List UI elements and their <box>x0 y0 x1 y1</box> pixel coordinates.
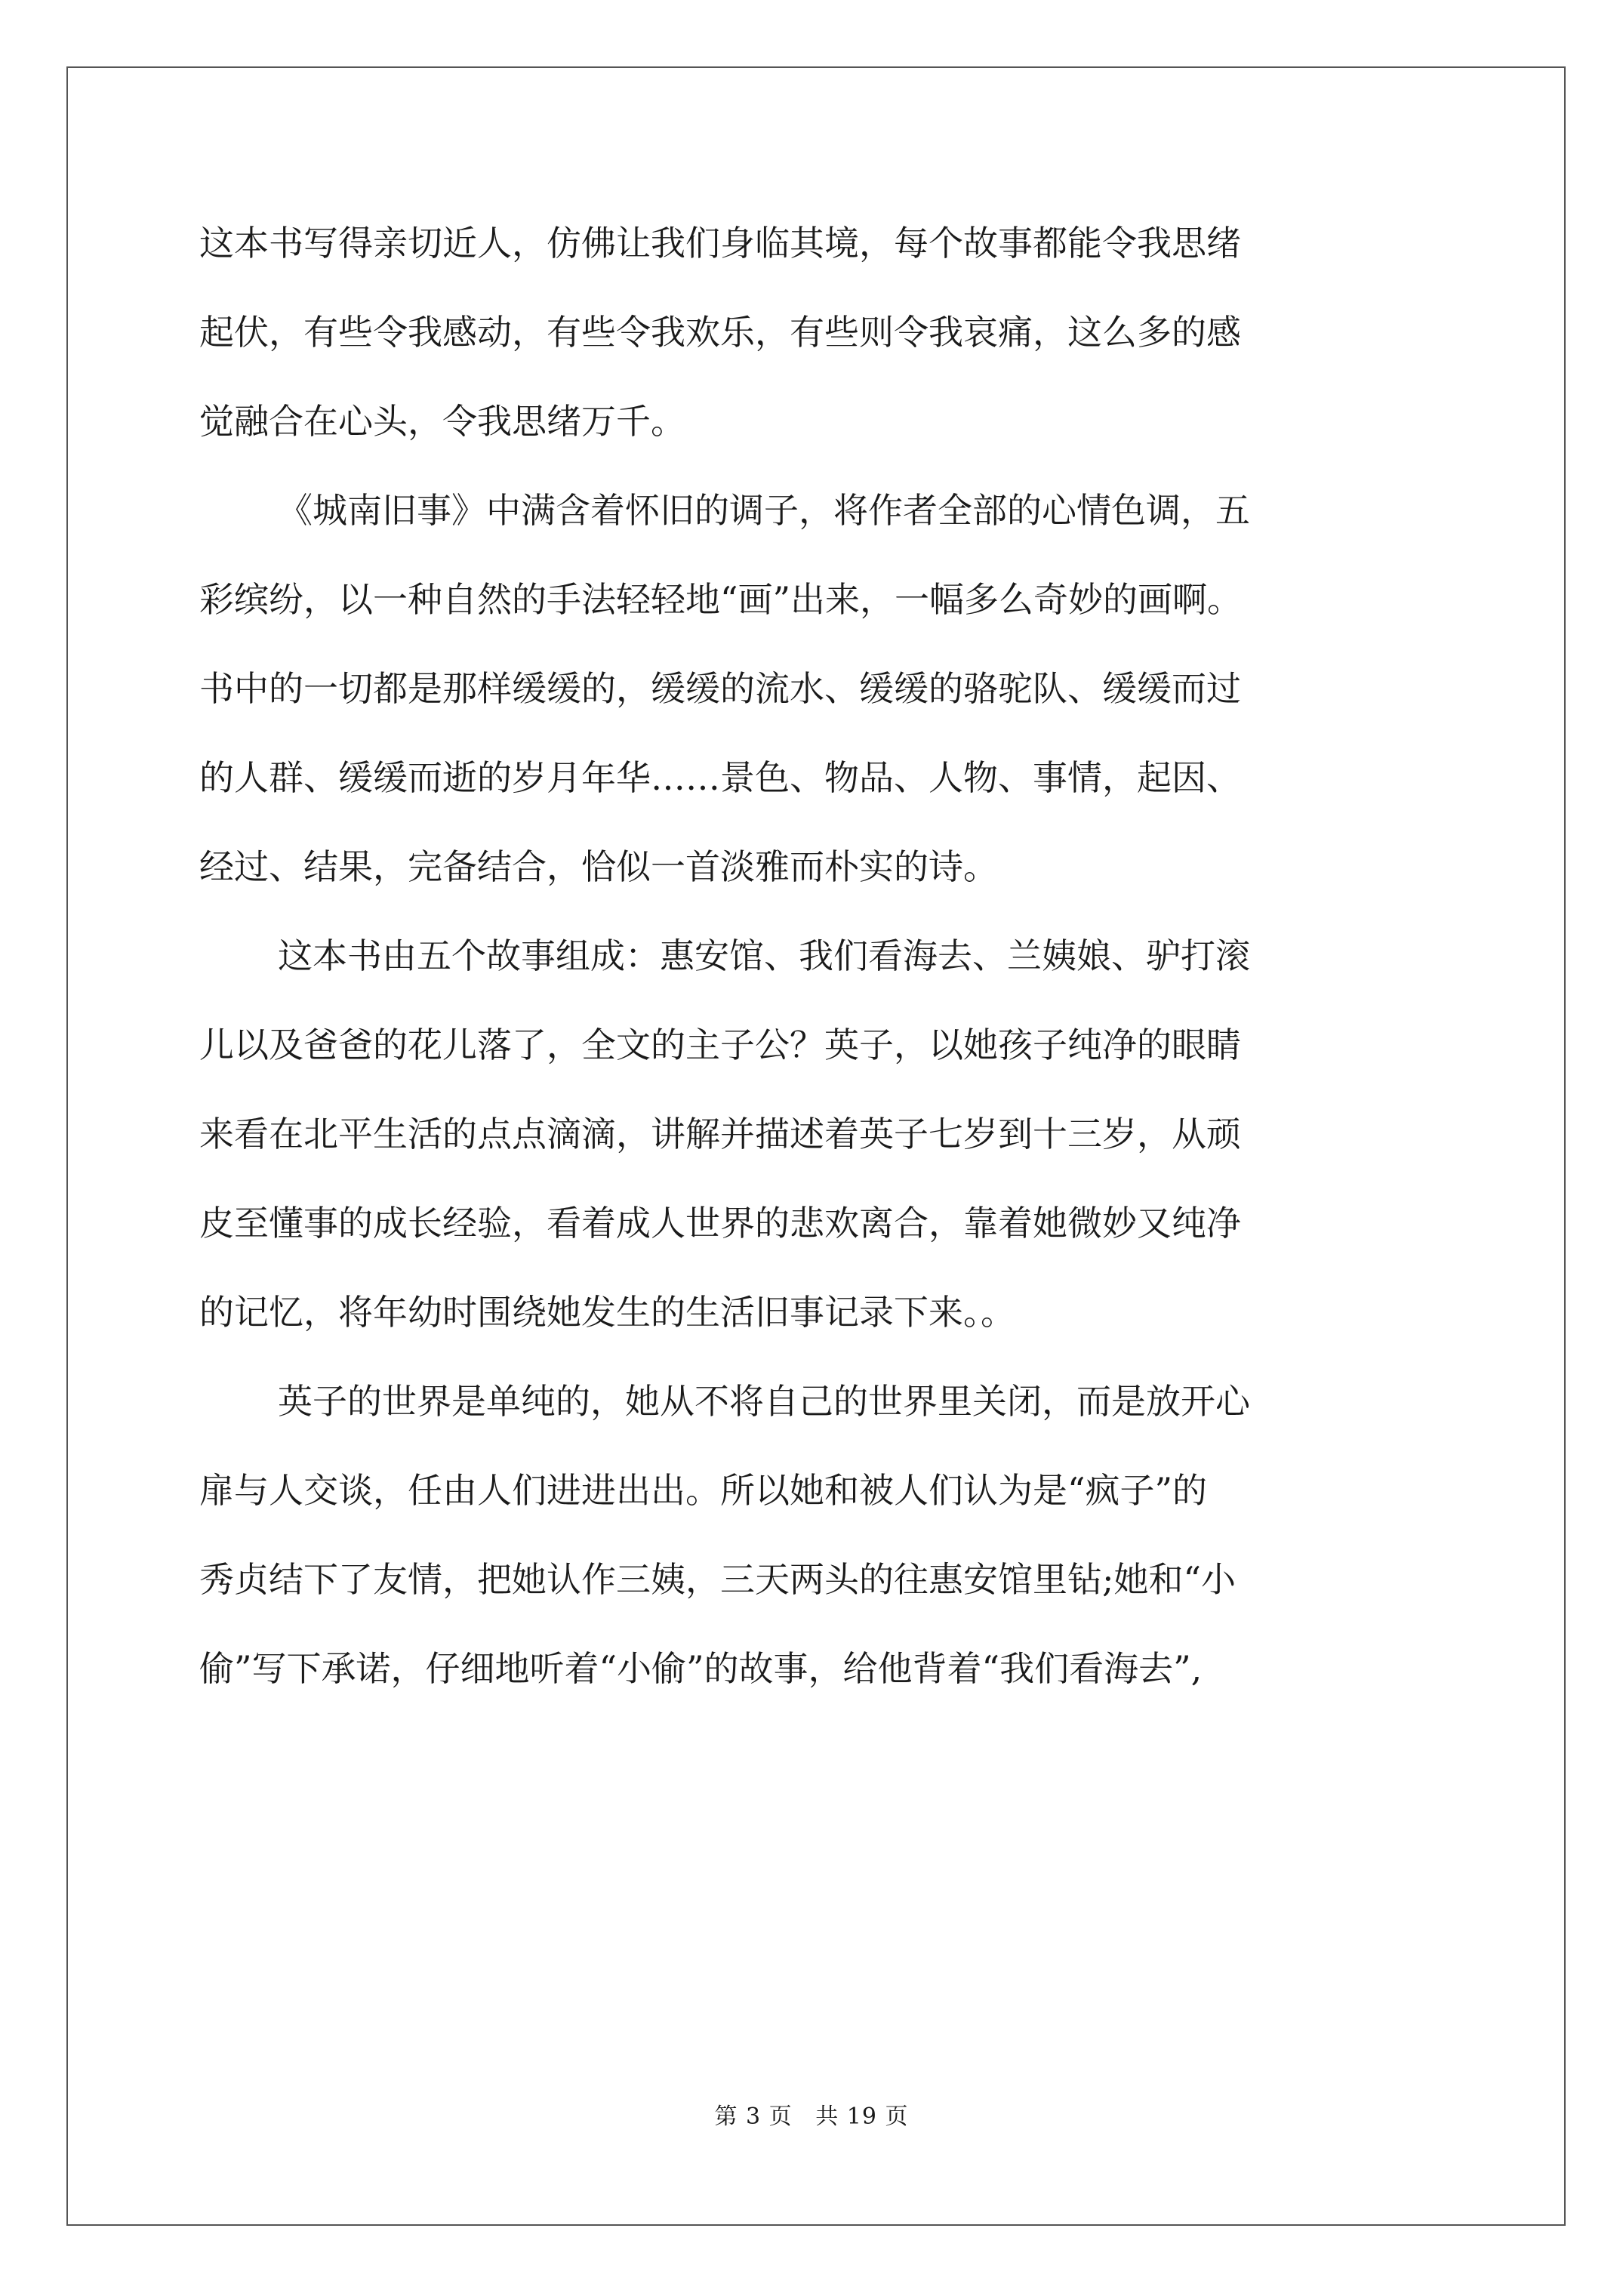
paragraph-first-line: 这本书由五个故事组成：惠安馆、我们看海去、兰姨娘、驴打滚 <box>278 935 1250 976</box>
text-line: 偷”写下承诺，仔细地听着“小偷”的故事，给他背着“我们看海去”, <box>199 1648 1203 1689</box>
text-line: 的人群、缓缓而逝的岁月年华……景色、物品、人物、事情，起因、 <box>199 757 1241 798</box>
text-line: 扉与人交谈，任由人们进进出出。所以她和被人们认为是“疯子”的 <box>199 1470 1208 1511</box>
text-line: 彩缤纷，以一种自然的手法轻轻地“画”出来，一幅多么奇妙的画啊。 <box>199 579 1243 620</box>
text-line: 觉融合在心头，令我思绪万千。 <box>199 401 685 442</box>
text-line: 儿以及爸爸的花儿落了，全文的主子公？英子，以她孩子纯净的眼睛 <box>199 1025 1241 1065</box>
page-number: 第 3 页 <box>714 2103 793 2130</box>
text-line: 秀贞结下了友情，把她认作三姨，三天两头的往惠安馆里钻;她和“小 <box>199 1559 1236 1600</box>
text-line: 的记忆，将年幼时围绕她发生的生活旧事记录下来。。 <box>199 1292 1015 1333</box>
text-line: 经过、结果，完备结合，恰似一首淡雅而朴实的诗。 <box>199 846 998 887</box>
text-line: 皮至懂事的成长经验，看着成人世界的悲欢离合，靠着她微妙又纯净 <box>199 1203 1241 1244</box>
text-line: 来看在北平生活的点点滴滴，讲解并描述着英子七岁到十三岁，从顽 <box>199 1114 1241 1154</box>
page-footer <box>0 2097 1623 2131</box>
text-line: 起伏，有些令我感动，有些令我欢乐，有些则令我哀痛，这么多的感 <box>199 312 1241 353</box>
text-line: 书中的一切都是那样缓缓的，缓缓的流水、缓缓的骆驼队、缓缓而过 <box>199 668 1241 709</box>
page-total: 共 19 页 <box>815 2103 909 2130</box>
paragraph-first-line: 英子的世界是单纯的，她从不将自己的世界里关闭，而是放开心 <box>278 1381 1250 1422</box>
text-line: 这本书写得亲切近人，仿佛让我们身临其境，每个故事都能令我思绪 <box>199 223 1241 264</box>
paragraph-first-line: 《城南旧事》中满含着怀旧的调子，将作者全部的心情色调，五 <box>278 490 1250 531</box>
